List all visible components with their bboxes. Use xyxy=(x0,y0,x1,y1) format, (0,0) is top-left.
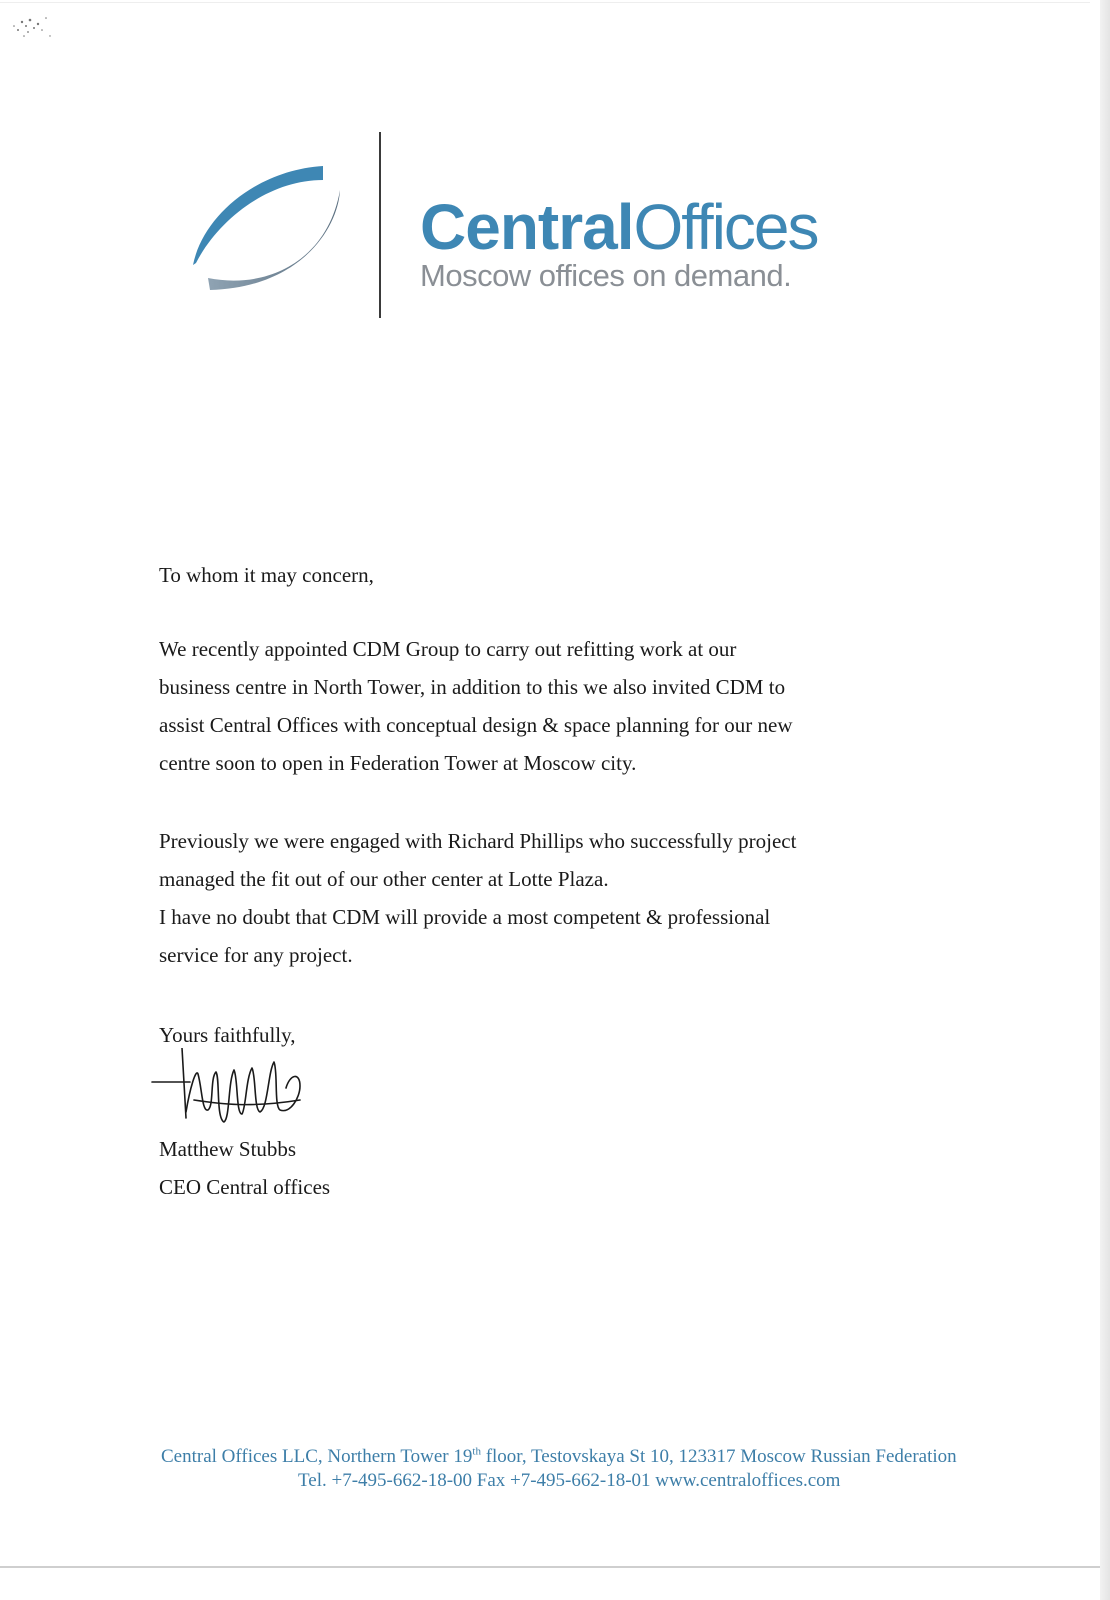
footer-address-pre: Central Offices LLC, Northern Tower 19 xyxy=(161,1446,473,1467)
paragraph-1 xyxy=(159,630,793,782)
logo-swoosh-icon xyxy=(188,160,358,300)
brand-wordmark xyxy=(420,191,818,263)
paragraph-line: business centre in North Tower, in addition to this we also invited CDM to xyxy=(159,675,786,699)
brand-tagline: Moscow offices on demand. xyxy=(420,258,792,293)
scan-edge-top xyxy=(0,2,1090,3)
brand-light-text: Offices xyxy=(633,191,818,263)
logo-divider xyxy=(379,132,381,318)
footer-contacts: Tel. +7-495-662-18-00 Fax +7-495-662-18-01 www.centraloffices.com xyxy=(298,1470,841,1491)
footer-address xyxy=(161,1446,957,1468)
paragraph-line: assist Central Offices with conceptual design & space planning for our new xyxy=(159,713,793,737)
brand-bold-text: Central xyxy=(420,191,634,263)
paragraph-2 xyxy=(159,822,796,974)
footer-address-sup: th xyxy=(472,1445,481,1458)
scan-edge-bottom xyxy=(0,1566,1100,1568)
closing: Yours faithfully, xyxy=(159,1023,296,1047)
paragraph-line: centre soon to open in Federation Tower at Moscow city. xyxy=(159,751,637,775)
paragraph-line: We recently appointed CDM Group to carry out refitting work at our xyxy=(159,637,737,661)
footer-address-post: floor, Testovskaya St 10, 123317 Moscow Russian Federation xyxy=(480,1446,957,1467)
scan-edge-right xyxy=(1100,0,1110,1600)
paragraph-line: Previously we were engaged with Richard Phillips who successfully project xyxy=(159,829,797,853)
signatory-name: Matthew Stubbs xyxy=(159,1137,297,1161)
salutation: To whom it may concern, xyxy=(159,563,374,587)
paragraph-line: I have no doubt that CDM will provide a most competent & professional xyxy=(159,905,771,929)
paragraph-line: managed the fit out of our other center at Lotte Plaza. xyxy=(159,867,609,891)
signatory-title: CEO Central offices xyxy=(159,1175,331,1199)
scan-speck xyxy=(4,8,64,48)
paragraph-line: service for any project. xyxy=(159,943,353,967)
